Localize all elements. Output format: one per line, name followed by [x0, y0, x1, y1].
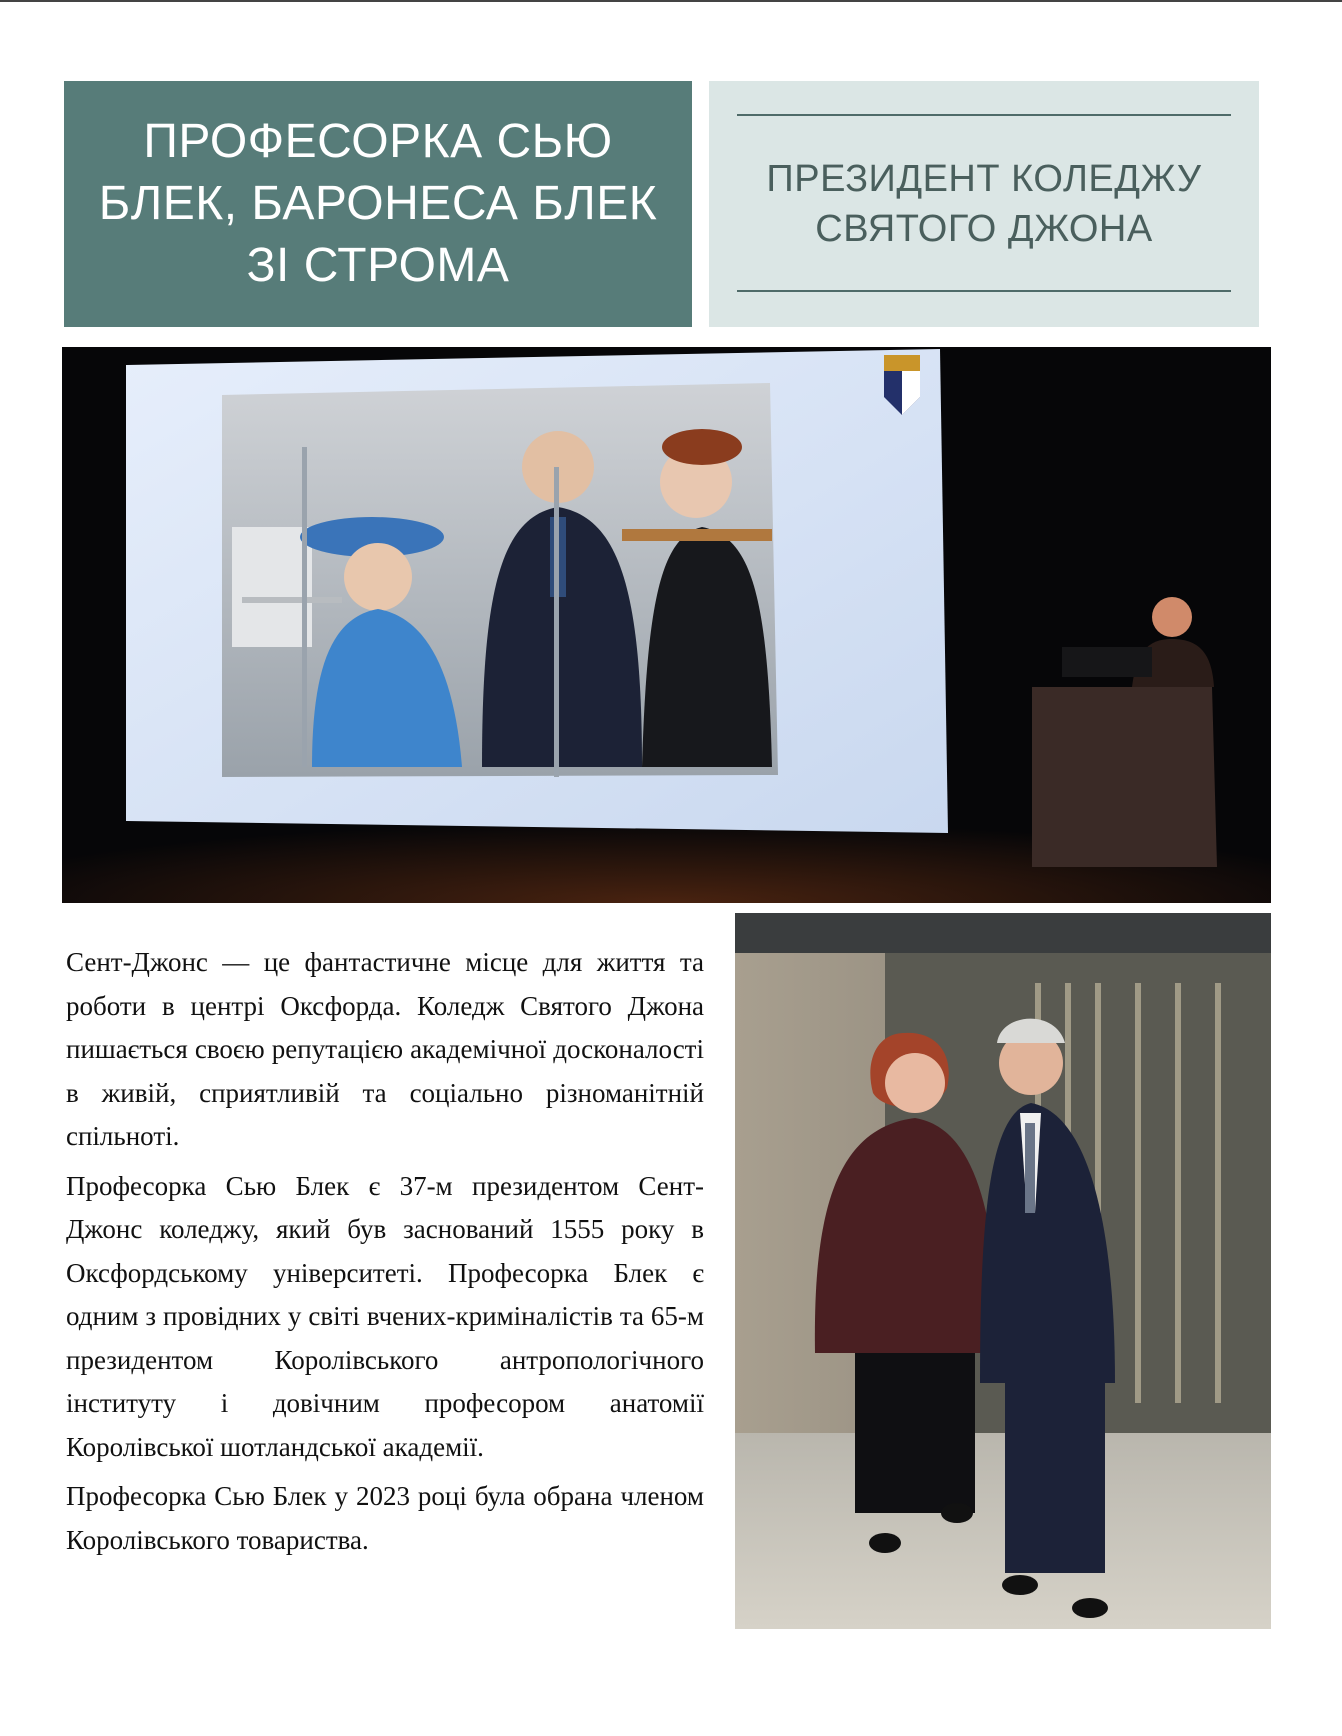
page-top-border [0, 0, 1342, 2]
paragraph-intro: Сент-Джонс — це фантастичне місце для життя та роботи в центрі Оксфорда. Коледж Святого Джона пишається своєю репутацією академічної досконалості в живій, сприятливій та соціально різноманітній спільноті. [66, 947, 704, 1151]
subtitle-banner [709, 81, 1259, 327]
lecture-photo [62, 347, 1271, 903]
subtitle-bottom-rule [737, 290, 1231, 292]
subtitle-top-rule [737, 114, 1231, 116]
paragraph-bio: Професорка Сью Блек є 37-м президентом Сент-Джонс коледжу, який був заснований 1555 року в Оксфордському університеті. Професорка Блек є одним з провідних у світі вчених-криміналістів та 65-м президентом Королівського антропологічного інституту і довічним професором анатомії Королівської шотландської академії. [66, 1170, 704, 1462]
title-banner [64, 81, 692, 327]
page-title: ПРОФЕСОРКА СЬЮ БЛЕК, БАРОНЕСА БЛЕК ЗІ СТРОМА [98, 115, 658, 292]
page-subtitle: ПРЕЗИДЕНТ КОЛЕДЖУ СВЯТОГО ДЖОНА [766, 158, 1202, 250]
paragraph-royal-society: Професорка Сью Блек у 2023 році була обрана членом Королівського товариства. [66, 1481, 704, 1555]
portrait-photo [735, 913, 1271, 1629]
article-body [66, 941, 704, 1568]
